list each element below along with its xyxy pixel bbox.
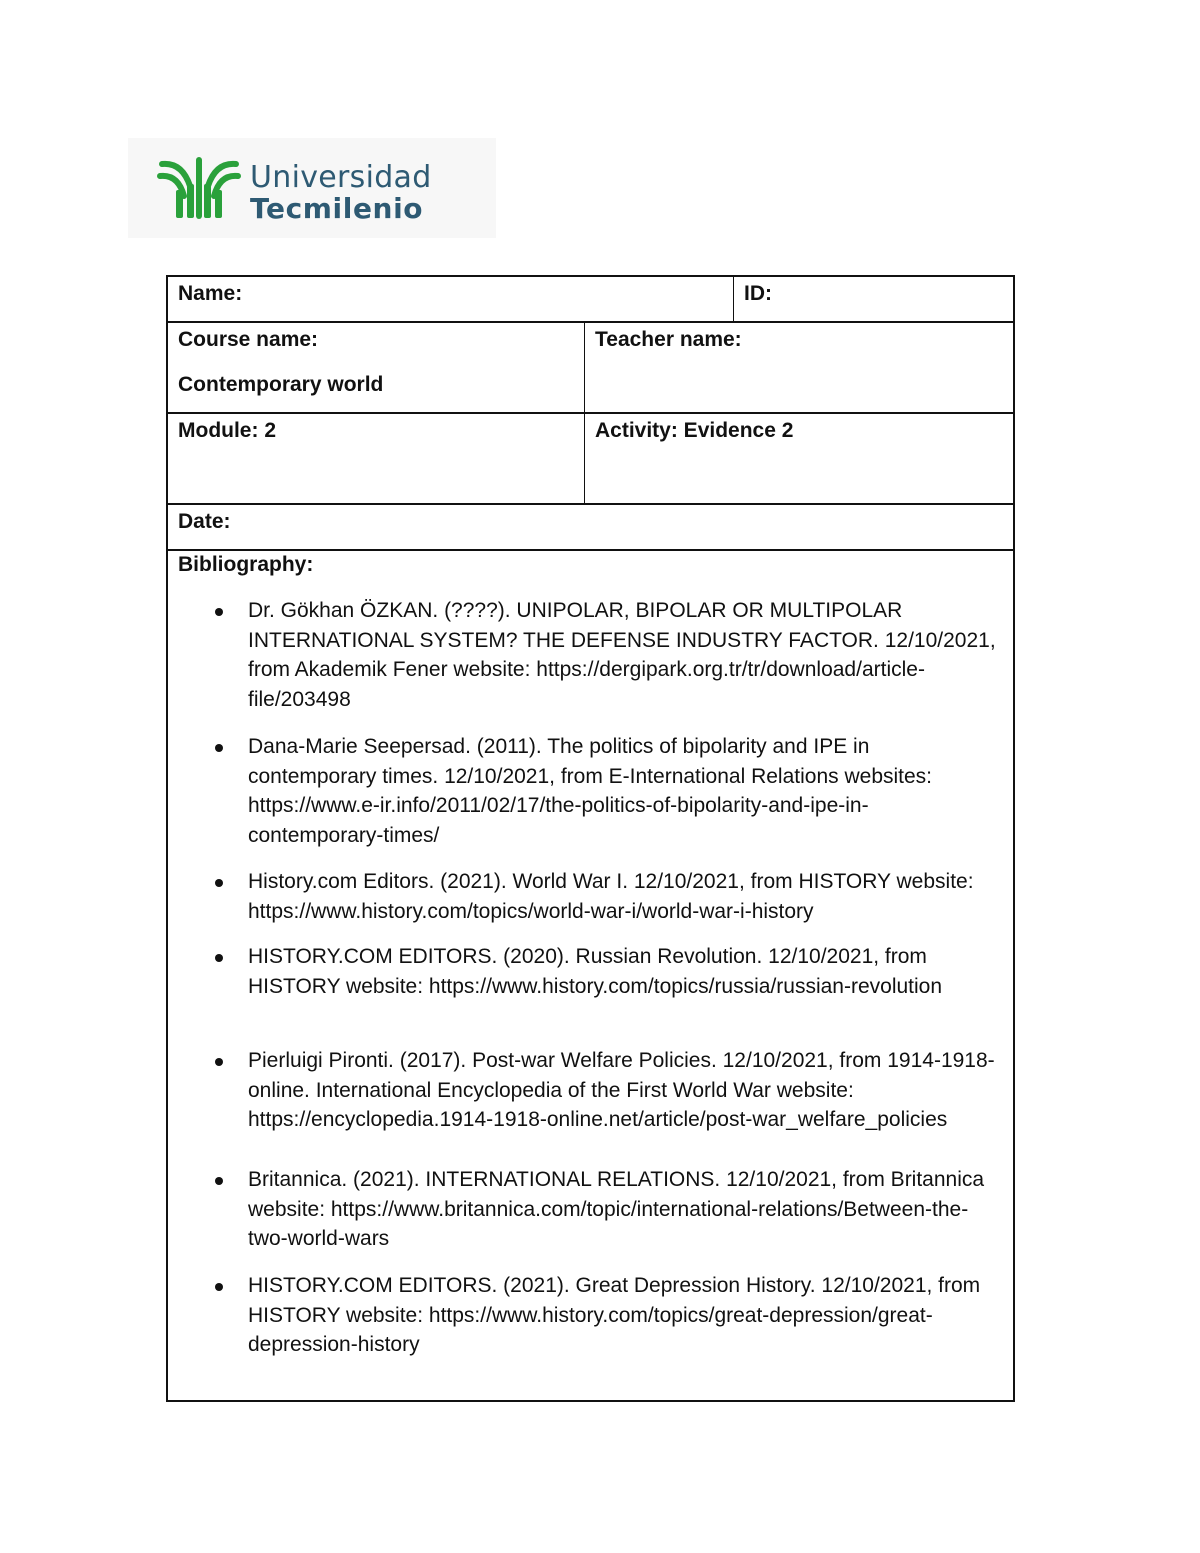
logo-wordmark-tecmilenio: Tecmilenio (250, 192, 424, 225)
student-info-form (166, 275, 1015, 1402)
date-label: Date: (178, 510, 231, 533)
module-label: Module: 2 (178, 419, 276, 442)
row-course-teacher (168, 323, 1013, 414)
name-label: Name: (178, 282, 243, 305)
reference-item: Britannica. (2021). INTERNATIONAL RELATIONS. 12/10/2021, from Britannica website: https://www.britannica.com/topic/international-relations/Between-the-two-world-wars (248, 1165, 998, 1254)
teacher-cell (584, 323, 1013, 412)
row-module-activity (168, 414, 1013, 505)
row-date (168, 505, 1013, 551)
reference-item: History.com Editors. (2021). World War I. 12/10/2021, from HISTORY website: https://www.history.com/topics/world-war-i/world-war-i-history (248, 867, 998, 926)
reference-item: Pierluigi Pironti. (2017). Post-war Welfare Policies. 12/10/2021, from 1914-1918-online. International Encyclopedia of the First World War website: https://encyclopedia.1914-1918-online.net/article/post-war_welfare_policies (248, 1046, 998, 1135)
reference-item: HISTORY.COM EDITORS. (2020). Russian Revolution. 12/10/2021, from HISTORY website: https://www.history.com/topics/russia/russian-revolution (248, 942, 998, 1001)
module-cell (168, 414, 584, 503)
course-cell (168, 323, 584, 412)
course-value: Contemporary world (178, 373, 384, 396)
id-label: ID: (744, 282, 772, 305)
bibliography-section (168, 550, 1013, 1400)
university-logo (128, 138, 496, 238)
logo-wordmark-universidad: Universidad (250, 160, 432, 195)
activity-cell (584, 414, 1013, 503)
activity-label: Activity: Evidence 2 (595, 419, 794, 442)
teacher-label: Teacher name: (595, 328, 742, 351)
id-cell (733, 277, 1013, 321)
bibliography-label: Bibliography: (178, 553, 314, 576)
reference-item: Dana-Marie Seepersad. (2011). The politics of bipolarity and IPE in contemporary times. 12/10/2021, from E-International Relations websites: https://www.e-ir.info/2011/02/17/the-politics-of-bipolarity-and-ipe-in-contemporary-times/ (248, 732, 998, 850)
reference-item: HISTORY.COM EDITORS. (2021). Great Depression History. 12/10/2021, from HISTORY website: https://www.history.com/topics/great-depression/great-depression-history (248, 1271, 998, 1360)
row-name-id (168, 277, 1013, 323)
reference-item: Dr. Gökhan ÖZKAN. (????). UNIPOLAR, BIPOLAR OR MULTIPOLAR INTERNATIONAL SYSTEM? THE DEFENSE INDUSTRY FACTOR. 12/10/2021, from Akademik Fener website: https://dergipark.org.tr/tr/download/article-file/203498 (248, 596, 998, 714)
course-label: Course name: (178, 328, 319, 351)
date-cell (168, 505, 1013, 549)
tecmilenio-logo-icon (156, 156, 242, 222)
name-cell (168, 277, 733, 321)
